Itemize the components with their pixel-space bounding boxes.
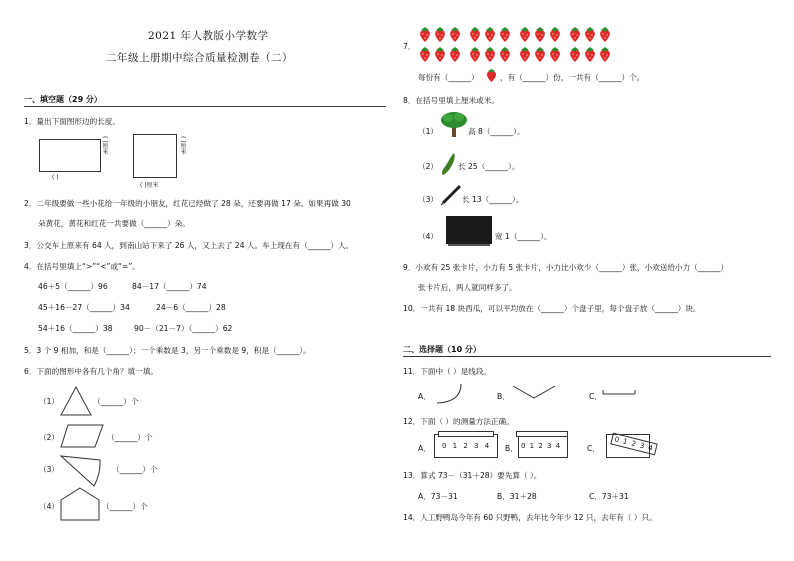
strawberry-icon — [498, 26, 512, 43]
q13-option-c: C．73＋31 — [589, 492, 629, 501]
strawberry-icon — [433, 26, 447, 43]
q6-triangle-shape — [60, 386, 92, 416]
section-1-divider — [24, 106, 386, 107]
pen-icon — [440, 184, 462, 206]
strawberry-icon — [418, 46, 432, 63]
strawberry-icon — [568, 46, 582, 63]
strawberry-icon — [548, 26, 562, 43]
q6-item4-num: （4） — [39, 502, 60, 511]
q8-item4-answer: 宽 1（______）。 — [495, 232, 552, 241]
q12-option-a: A． — [418, 444, 431, 453]
strawberry-icon — [583, 26, 597, 43]
q1-rect-bottom-label: ( ) — [52, 174, 59, 181]
q4-text: 4．在括号里填上“>”“<”或“=”。 — [24, 262, 140, 271]
q4-row1b: 84－17（______）74 — [132, 282, 207, 291]
cucumber-icon — [440, 152, 458, 176]
q13-option-a: A．73－31 — [418, 492, 458, 501]
q9-line2: 张卡片后，两人就同样多了。 — [418, 283, 517, 292]
q6-text: 6．下面的图形中各有几个角？填一填。 — [24, 367, 158, 376]
q8-item2-answer: 长 25（______）。 — [458, 162, 520, 171]
q6-item1-answer: （______）个 — [93, 397, 139, 406]
strawberry-icon — [533, 46, 547, 63]
q8-item1-num: （1） — [418, 127, 439, 136]
q11-segment-figure — [602, 388, 636, 396]
section-2-divider — [403, 356, 771, 357]
strawberry-icon — [533, 26, 547, 43]
strawberry-icon — [448, 46, 462, 63]
q1-rectangle — [39, 139, 101, 172]
strawberry-icon — [483, 26, 497, 43]
q12-text: 12．下面（ ）的测量方法正确。 — [403, 417, 514, 426]
q11-arc-figure — [433, 382, 463, 406]
q1-rect-side-label: ( )厘米 — [101, 136, 108, 155]
q6-parallelogram-shape — [60, 424, 104, 448]
q6-sector-shape — [60, 452, 110, 488]
q2-line1: 2．二年级要做一些小花给一年级的小朋友，红花已经做了 28 朵，还要再做 17 朵。如果再做 30 — [24, 199, 351, 208]
blackboard-icon — [446, 216, 494, 248]
q7-num: 7． — [403, 42, 416, 51]
q12-ruler-a-numbers: 0 1 2 3 4 — [442, 442, 492, 450]
strawberry-icon — [468, 46, 482, 63]
q8-text: 8．在括号里填上厘米或米。 — [403, 96, 499, 105]
q8-item3-num: （3） — [418, 195, 439, 204]
strawberry-icon — [483, 46, 497, 63]
strawberry-icon — [568, 26, 582, 43]
q6-item3-num: （3） — [39, 465, 60, 474]
q12-option-c: C． — [587, 444, 600, 453]
strawberry-icon — [468, 26, 482, 43]
q12-ruler-b — [518, 434, 568, 458]
q11-option-a: A． — [418, 392, 431, 401]
q8-item3-answer: 长 13（______）。 — [462, 195, 524, 204]
strawberry-icon — [448, 26, 462, 43]
section-2-heading: 二、选择题（10 分） — [403, 345, 481, 354]
strawberry-icon — [518, 26, 532, 43]
tree-icon — [440, 110, 468, 138]
q6-item1-num: （1） — [39, 397, 60, 406]
strawberry-icon — [583, 46, 597, 63]
q7-text-b: ，有（______）份，一共有（______）个。 — [500, 73, 645, 82]
q12-option-b: B． — [505, 444, 518, 453]
section-1-heading: 一、填空题（29 分） — [24, 95, 102, 104]
q4-row1a: 46＋5（______）96 — [38, 282, 108, 291]
page-title: 2021 年人教版小学数学 — [148, 30, 269, 42]
q12-ruler-a — [434, 434, 498, 458]
q10-text: 10．一共有 18 块西瓜，可以平均放在（______）个盘子里，每个盘子放（______）块。 — [403, 304, 701, 313]
q6-pentagon-shape — [60, 487, 100, 521]
q11-text: 11．下面中（ ）是线段。 — [403, 367, 492, 376]
q6-item2-answer: （______）个 — [107, 433, 153, 442]
strawberry-icon — [598, 46, 612, 63]
strawberry-icon — [548, 46, 562, 63]
q11-option-b: B． — [497, 392, 510, 401]
q8-item2-num: （2） — [418, 162, 439, 171]
strawberry-icon — [498, 46, 512, 63]
strawberry-icon — [518, 46, 532, 63]
q4-row2b: 24－6（______）28 — [156, 303, 226, 312]
q6-item4-answer: （______）个 — [102, 502, 148, 511]
q12-ruler-b-numbers: 0 1 2 3 4 — [521, 442, 562, 450]
q6-item2-num: （2） — [39, 433, 60, 442]
q13-text: 13．算式 73－（31＋28）要先算（ ）。 — [403, 471, 542, 480]
q8-item1-answer: 高 8（______）。 — [468, 127, 525, 136]
strawberry-icon — [485, 68, 498, 83]
q12-ruler-c — [606, 434, 655, 458]
q4-row3b: 90－（21－7）（______）62 — [134, 324, 233, 333]
q4-row3a: 54＋16（______）38 — [38, 324, 113, 333]
q9-line1: 9．小欢有 25 张卡片，小力有 5 张卡片，小力比小欢少（______）张，小欢送给小力（______） — [403, 263, 729, 272]
q3-text: 3．公交车上原来有 64 人，到南山站下来了 26 人，又上去了 24 人。车上现在有（______）人。 — [24, 241, 354, 250]
strawberry-icon — [598, 26, 612, 43]
q1-square-side-label: ( )厘米 — [179, 136, 186, 155]
q12-object-a — [438, 431, 494, 437]
q7-text-a: 每份有（______） — [418, 73, 479, 82]
q6-item3-answer: （______）个 — [112, 465, 158, 474]
page-subtitle: 二年级上册期中综合质量检测卷（二） — [106, 52, 293, 64]
q11-option-c: C． — [589, 392, 602, 401]
q1-text: 1．量出下面图形边的长度。 — [24, 117, 120, 126]
q11-angle-figure — [512, 385, 556, 399]
q12-object-b — [516, 431, 568, 437]
q8-item4-num: （4） — [418, 232, 439, 241]
q5-text: 5．3 个 9 相加，和是（______）；一个乘数是 3，另一个乘数是 9，积是（______）。 — [24, 346, 311, 355]
q14-text: 14．人工野鸭岛今年有 60 只野鸭，去年比今年少 12 只，去年有（ ）只。 — [403, 513, 657, 522]
strawberry-icon — [433, 46, 447, 63]
q13-option-b: B．31＋28 — [497, 492, 537, 501]
q4-row2a: 45＋16－27（______）34 — [38, 303, 130, 312]
strawberry-icon — [418, 26, 432, 43]
q2-line2: 朵黄花，黄花和红花一共要做（______）朵。 — [38, 219, 190, 228]
q1-square-bottom-label: ( )厘米 — [140, 182, 159, 189]
q1-square — [133, 134, 177, 178]
q12-ruler-c-numbers: 0 1 2 3 4 — [610, 433, 658, 456]
